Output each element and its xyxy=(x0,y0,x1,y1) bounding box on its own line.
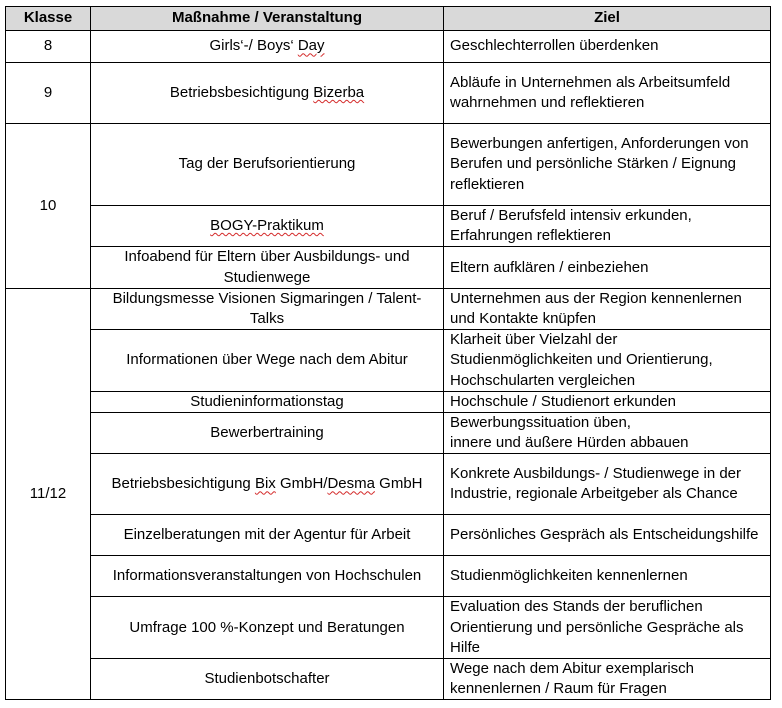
table-header-row xyxy=(6,7,771,31)
klasse-cell: 11/12 xyxy=(6,288,91,700)
header-massnahme: Maßnahme / Veranstaltung xyxy=(91,7,444,31)
massnahme-text: Betriebsbesichtigung xyxy=(111,475,255,493)
ziel-cell: Bewerbungen anfertigen, Anforderungen von Berufen und persönliche Stärken / Eignung reflektieren xyxy=(444,124,771,206)
massnahme-cell: Bildungsmesse Visionen Sigmaringen / Talent-Talks xyxy=(91,288,444,329)
spellcheck-word: Day xyxy=(297,37,325,55)
header-ziel: Ziel xyxy=(444,7,771,31)
table-row xyxy=(6,31,771,63)
massnahme-cell xyxy=(91,454,444,515)
table-row xyxy=(6,288,771,329)
massnahme-cell: Informationsveranstaltungen von Hochschulen xyxy=(91,556,444,597)
ziel-cell: Klarheit über Vielzahl der Studienmöglichkeiten und Orientierung, Hochschularten vergleichen xyxy=(444,330,771,392)
ziel-cell: Evaluation des Stands der beruflichen Orientierung und persönliche Gespräche als Hilfe xyxy=(444,597,771,659)
massnahme-cell: Infoabend für Eltern über Ausbildungs- und Studienwege xyxy=(91,247,444,288)
ziel-cell: Wege nach dem Abitur exemplarisch kennenlernen / Raum für Fragen xyxy=(444,659,771,700)
massnahme-cell: Studieninformationstag xyxy=(91,391,444,412)
spellcheck-word: BOGY-Praktikum xyxy=(210,217,324,235)
massnahme-cell: Bewerbertraining xyxy=(91,413,444,454)
ziel-cell xyxy=(444,413,771,454)
massnahme-cell: Informationen über Wege nach dem Abitur xyxy=(91,330,444,392)
massnahme-cell xyxy=(91,206,444,247)
ziel-cell: Konkrete Ausbildungs- / Studienwege in der Industrie, regionale Arbeitgeber als Chance xyxy=(444,454,771,515)
ziel-cell: Unternehmen aus der Region kennenlernen und Kontakte knüpfen xyxy=(444,288,771,329)
klasse-cell: 9 xyxy=(6,63,91,124)
massnahme-cell: Umfrage 100 %-Konzept und Beratungen xyxy=(91,597,444,659)
table-row xyxy=(6,206,771,247)
klasse-cell: 10 xyxy=(6,124,91,289)
massnahme-text: Betriebsbesichtigung xyxy=(169,83,314,101)
spellcheck-word: Bix xyxy=(254,475,276,493)
table-row xyxy=(6,63,771,124)
spellcheck-word: Desma xyxy=(327,475,375,493)
table-row xyxy=(6,413,771,454)
table-row xyxy=(6,247,771,288)
ziel-cell: Studienmöglichkeiten kennenlernen xyxy=(444,556,771,597)
table-row xyxy=(6,515,771,556)
table-row xyxy=(6,391,771,412)
table-row xyxy=(6,597,771,659)
ziel-cell: Abläufe in Unternehmen als Arbeitsumfeld wahrnehmen und reflektieren xyxy=(444,63,771,124)
ziel-line: innere und äußere Hürden abbauen xyxy=(450,434,689,452)
massnahme-text: GmbH/ xyxy=(275,475,328,493)
table-row xyxy=(6,124,771,206)
spellcheck-word: Bizerba xyxy=(313,83,365,101)
table-row xyxy=(6,659,771,700)
massnahme-cell xyxy=(91,63,444,124)
ziel-cell: Persönliches Gespräch als Entscheidungshilfe xyxy=(444,515,771,556)
massnahme-text: GmbH xyxy=(374,475,423,493)
table-row xyxy=(6,556,771,597)
measures-table xyxy=(5,6,771,700)
klasse-cell: 8 xyxy=(6,31,91,63)
table-row xyxy=(6,330,771,392)
massnahme-cell xyxy=(91,31,444,63)
massnahme-cell: Einzelberatungen mit der Agentur für Arbeit xyxy=(91,515,444,556)
ziel-cell: Beruf / Berufsfeld intensiv erkunden, Erfahrungen reflektieren xyxy=(444,206,771,247)
ziel-cell: Geschlechterrollen überdenken xyxy=(444,31,771,63)
massnahme-cell: Studienbotschafter xyxy=(91,659,444,700)
ziel-cell: Eltern aufklären / einbeziehen xyxy=(444,247,771,288)
header-klasse: Klasse xyxy=(6,7,91,31)
massnahme-cell: Tag der Berufsorientierung xyxy=(91,124,444,206)
ziel-cell: Hochschule / Studienort erkunden xyxy=(444,391,771,412)
massnahme-text: Girls‘-/ Boys‘ xyxy=(209,37,298,55)
ziel-line: Bewerbungssituation üben, xyxy=(450,414,631,432)
table-row xyxy=(6,454,771,515)
